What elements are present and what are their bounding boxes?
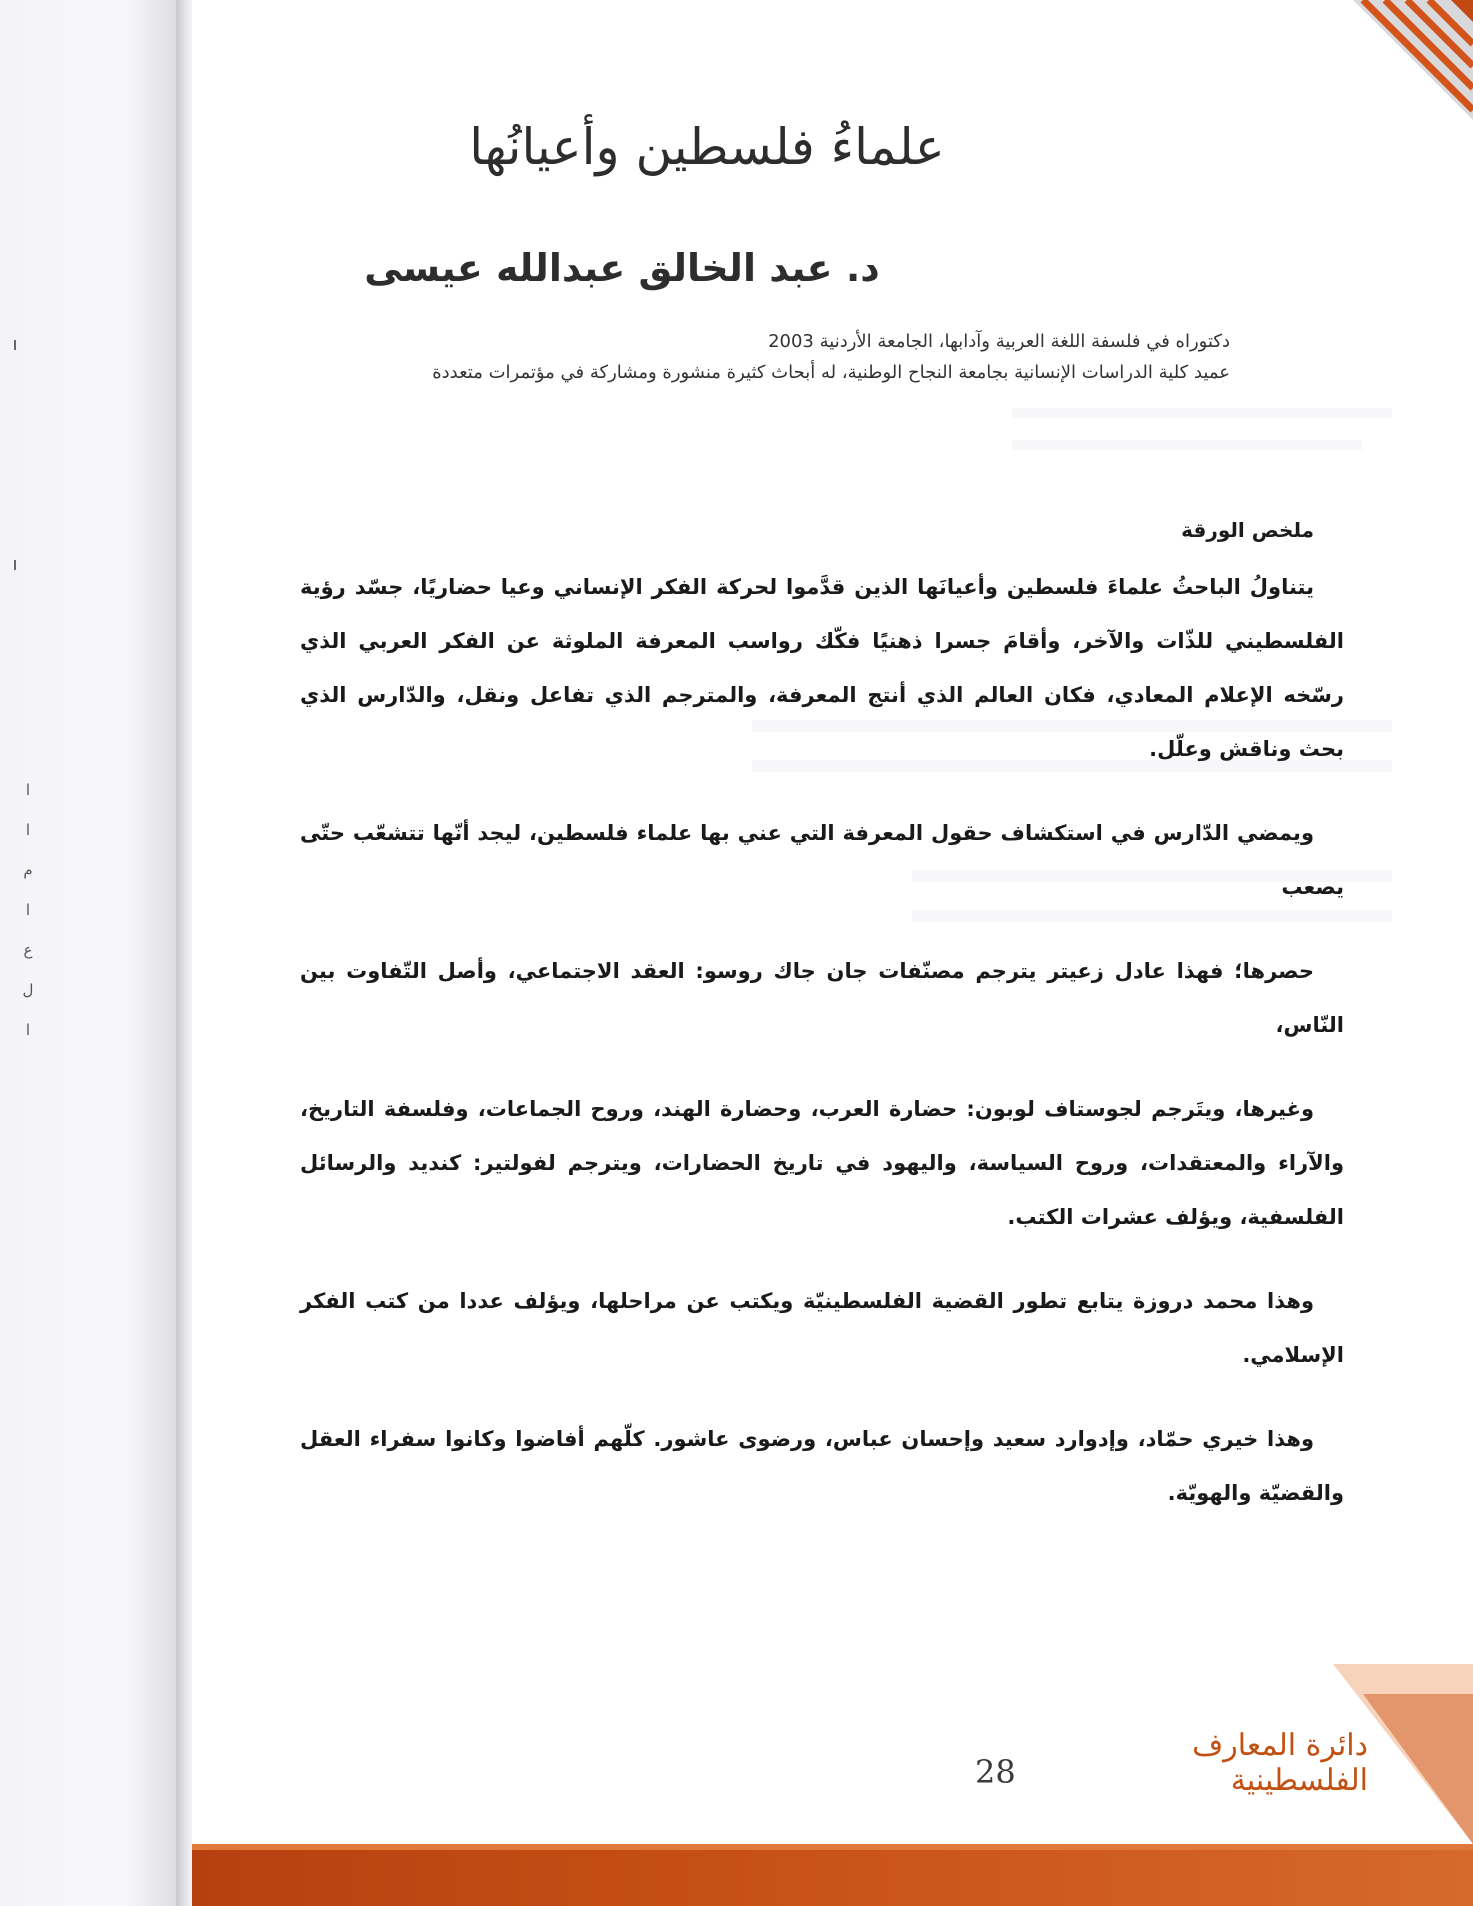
margin-letter: ع [23,941,33,959]
margin-tick [14,340,16,350]
abstract-paragraph: وغيرها، ويتَرجم لجوستاف لوبون: حضارة العرب، وحضارة الهند، وروح الجماعات، وفلسفة التاريخ، والآراء والمعتقدات، وروح السياسة، واليهود في تاريخ الحضارات، ويترجم لفولتير: كنديد والرسائل الفلسفية، ويؤلف عشرات الكتب. [300,1097,1344,1229]
margin-letter: ا [25,821,31,839]
author-bio [330,326,1230,388]
bio-position: عميد كلية الدراسات الإنسانية بجامعة النجاح الوطنية، له أبحاث كثيرة منشورة ومشاركة في مؤتمرات متعددة [432,362,1230,383]
margin-letter: م [23,861,33,879]
margin-letter: ل [22,981,34,999]
facing-page-margin-letters [18,770,38,1050]
show-through-line [1012,408,1392,418]
margin-tick [14,560,16,570]
corner-stripes-decoration [1333,0,1473,150]
margin-letter: ا [25,781,31,799]
abstract-paragraph: ويمضي الدّارس في استكشاف حقول المعرفة التي عني بها علماء فلسطين، ليجد أنّها تتشعّب حتّى يصعب [300,821,1344,899]
margin-letter: ا [25,901,31,919]
facing-page-edge [0,0,180,1906]
margin-letter: ا [25,1021,31,1039]
abstract-paragraph: وهذا محمد دروزة يتابع تطور القضية الفلسطينيّة ويكتب عن مراحلها، ويؤلف عددا من كتب الفكر الإسلامي. [300,1289,1344,1367]
abstract-paragraph: حصرها؛ فهذا عادل زعيتر يترجم مصنّفات جان جاك روسو: العقد الاجتماعي، وأصل التّفاوت بين النّاس، [300,959,1344,1037]
footer-band [192,1850,1473,1906]
article-title: علماءُ فلسطين وأعيانُها [469,118,945,176]
page-number: 28 [975,1753,1016,1791]
abstract-paragraph: وهذا خيري حمّاد، وإدوارد سعيد وإحسان عباس، ورضوى عاشور. كلّهم أفاضوا وكانوا سفراء العقل والقضيّة والهويّة. [300,1427,1344,1505]
abstract-body [300,560,1344,1550]
publication-name: دائرة المعارف الفلسطينية [1192,1728,1368,1798]
show-through-line [1012,440,1362,450]
author-name: د. عبد الخالق عبدالله عيسى [364,246,880,290]
abstract-paragraph: يتناولُ الباحثُ علماءَ فلسطين وأعيانَها الذين قدَّموا لحركة الفكر الإنساني وعيا حضاريًا، جسّد رؤية الفلسطيني للذّات والآخر، وأقامَ جسرا ذهنيًا فكّك رواسب المعرفة الملوثة عن الفكر العربي الذي رسّخه الإعلام المعادي، فكان العالم الذي أنتج المعرفة، والمترجم الذي تفاعل ونقل، والدّارس الذي بحث وناقش وعلّل. [300,575,1344,761]
abstract-heading: ملخص الورقة [1181,518,1314,542]
bio-degree: دكتوراه في فلسفة اللغة العربية وآدابها، الجامعة الأردنية 2003 [768,331,1230,352]
